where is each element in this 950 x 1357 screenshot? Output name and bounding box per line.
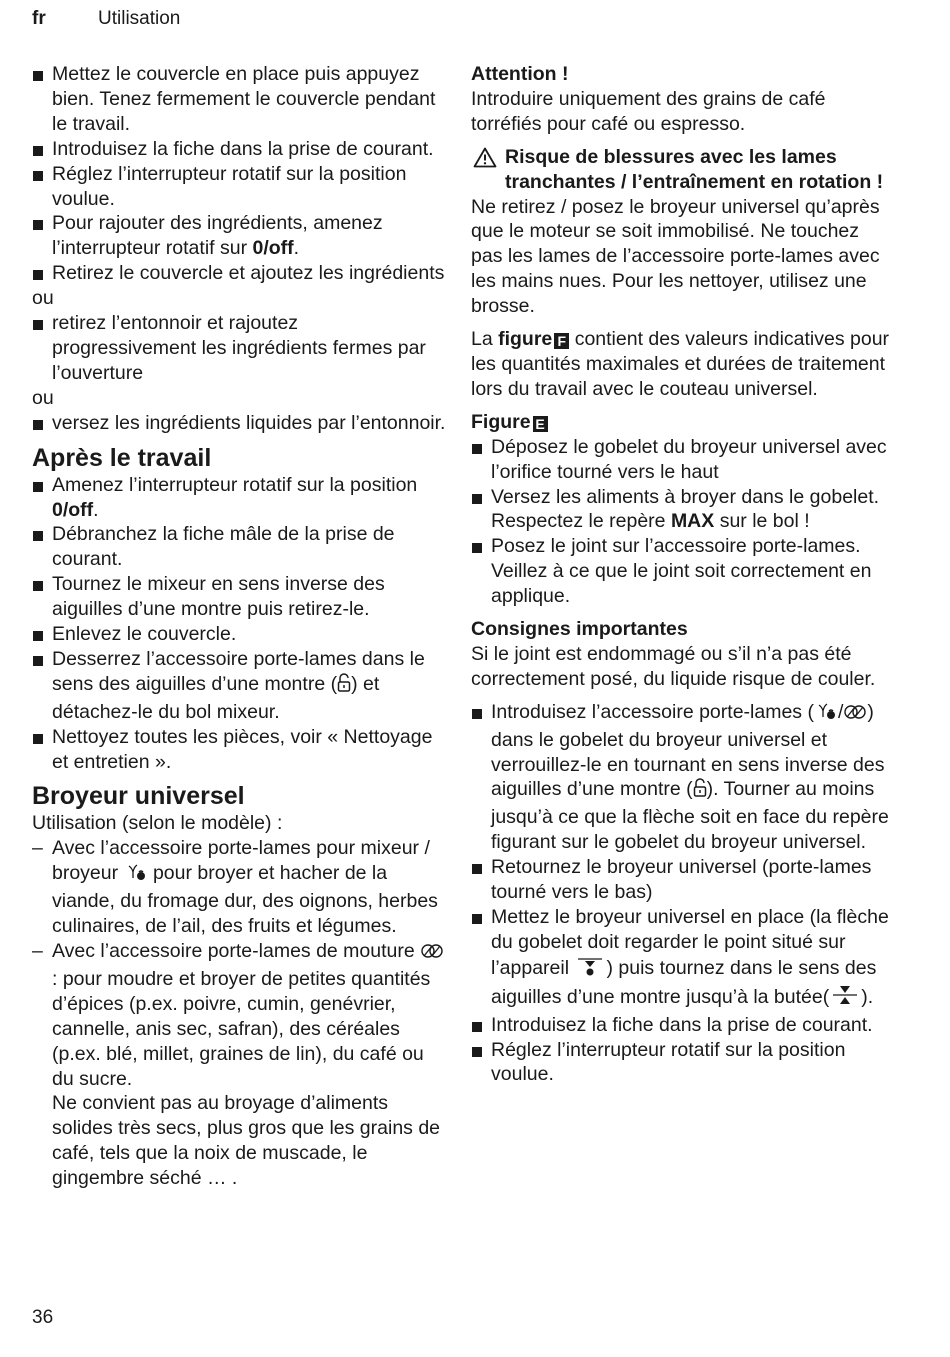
list-item: Déposez le gobelet du broyeur universel avec l’orifice tourné vers le haut (471, 435, 891, 485)
list-item: Introduisez la fiche dans la prise de courant. (32, 137, 447, 162)
or-text: ou (32, 287, 54, 310)
warning-heading (471, 145, 891, 195)
figure-f-paragraph: La figure F contient des valeurs indicatives pour les quantités maximales et durées de traitement lors du travail avec le couteau universel. (471, 328, 890, 400)
list-item: Tournez le mixeur en sens inverse des aiguilles d’une montre puis retirez-le. (32, 572, 447, 622)
list-item: Réglez l’interrupteur rotatif sur la position voulue. (471, 1038, 891, 1088)
page-number: 36 (32, 1307, 54, 1328)
warning-triangle-icon (473, 147, 497, 168)
max-mark: MAX (670, 510, 715, 533)
list-item: Introduisez la fiche dans la prise de courant. (471, 1013, 891, 1038)
list-item: Posez le joint sur l’accessoire porte-lames. Veillez à ce que le joint soit correctement en applique. (471, 534, 891, 609)
figure-e-heading: Figure E (471, 410, 891, 435)
list-item: Enlevez le couvercle. (32, 622, 447, 647)
section-title: Utilisation (98, 8, 181, 29)
list-item: Retournez le broyeur universel (porte-lames tourné vers le bas) (471, 855, 891, 905)
steps-list (471, 700, 891, 1088)
list-item: retirez l’entonnoir et rajoutez progressivement les ingrédients fermes par l’ouverture (32, 311, 447, 386)
figure-e-label: E (533, 416, 548, 432)
list-item: – Avec l’accessoire porte-lames pour mixeur / broyeur pour broyer et hacher de la viande, du fromage dur, des oignons, herbes culinaires, de l’ail, des fruits et légumes. (32, 836, 447, 939)
grinder-note: Ne convient pas au broyage d’aliments solides très secs, plus gros que les grains de café, tels que la noix de muscade, le gingembre séché … . (52, 1092, 441, 1190)
list-item: Retirez le couvercle et ajoutez les ingrédients (32, 261, 447, 286)
attention-heading: Attention ! (471, 63, 569, 85)
list-item: – Avec l’accessoire porte-lames de mouture : pour moudre et broyer de petites quantités d’épices (p.ex. poivre, cumin, genévrier, cannelle, anis sec, safran), des céréales (p.ex. blé, millet, graines de lin), du café ou du sucre. Ne convient pas au broyage d’aliments solides très secs, plus gros que les grains de café, tels que la noix de muscade, le gingembre séché … . (32, 939, 447, 1191)
list-item: Amenez l’interrupteur rotatif sur la position 0/off. (32, 473, 447, 523)
list-item: Débranchez la fiche mâle de la prise de courant. (32, 522, 447, 572)
grinding-blade-icon (843, 703, 867, 728)
warning-title: Risque de blessures avec les lames tranchantes / l’entraînement en rotation ! (505, 145, 884, 193)
right-column (471, 62, 891, 1087)
padlock-open-icon (693, 778, 707, 805)
list-item: Réglez l’interrupteur rotatif sur la position voulue. (32, 162, 447, 212)
figure-e-list (471, 435, 891, 609)
list-item: versez les ingrédients liquides par l’entonnoir. (32, 411, 447, 436)
list-item: Pour rajouter des ingrédients, amenez l’interrupteur rotatif sur 0/off. (32, 211, 447, 261)
grinder-usage-list (32, 836, 447, 1191)
grinding-blade-icon (420, 942, 444, 967)
page-header (32, 7, 180, 32)
switch-position: 0/off (52, 498, 94, 521)
list-item: Introduisez l’accessoire porte-lames ( / ) dans le gobelet du broyeur universel et verrouillez-le en tournant en sens inverse des aiguilles d’une montre ( ). Tourner au moins jusqu’à ce que la flèche soit en face du repère figurant sur le gobelet du broyeur universel. (471, 700, 891, 855)
usage-list (32, 62, 447, 286)
after-work-list (32, 473, 447, 775)
stop-position-icon (829, 984, 861, 1013)
attention-text: Introduire uniquement des grains de café torréfiés pour café ou espresso. (471, 87, 826, 135)
warning-text: Ne retirez / posez le broyeur universel qu’après que le moteur se soit immobilisé. Ne touchez pas les lames de l’accessoire porte-lames avec les mains nues. Pour les nettoyer, utilisez une brosse. (471, 195, 880, 318)
or-text: ou (32, 386, 54, 409)
grinder-heading: Broyeur universel (32, 782, 245, 811)
left-column (32, 62, 447, 1191)
list-item: Nettoyez toutes les pièces, voir « Nettoyage et entretien ». (32, 725, 447, 775)
switch-position: 0/off (252, 237, 294, 260)
chopping-blade-icon (814, 701, 838, 728)
consignes-heading: Consignes importantes (471, 618, 688, 641)
figure-f-label: F (554, 333, 569, 349)
after-work-heading: Après le travail (32, 443, 212, 472)
language-code: fr (32, 8, 46, 29)
consignes-text: Si le joint est endommagé ou s’il n’a pas été correctement posé, du liquide risque de couler. (471, 642, 876, 690)
arrow-to-dot-icon (574, 955, 606, 984)
grinder-intro: Utilisation (selon le modèle) : (32, 812, 283, 835)
padlock-open-icon (337, 673, 351, 700)
list-item: Desserrez l’accessoire porte-lames dans le sens des aiguilles d’une montre ( ) et détachez-le du bol mixeur. (32, 647, 447, 725)
list-item: Versez les aliments à broyer dans le gobelet. Respectez le repère MAX sur le bol ! (471, 485, 891, 535)
chopping-blade-icon (124, 862, 148, 889)
list-item: Mettez le broyeur universel en place (la flèche du gobelet doit regarder le point situé sur l’appareil ) puis tournez dans le sens des aiguilles d’une montre jusqu’à la butée( ). (471, 905, 891, 1013)
list-item: Mettez le couvercle en place puis appuyez bien. Tenez fermement le couvercle pendant le travail. (32, 62, 447, 137)
